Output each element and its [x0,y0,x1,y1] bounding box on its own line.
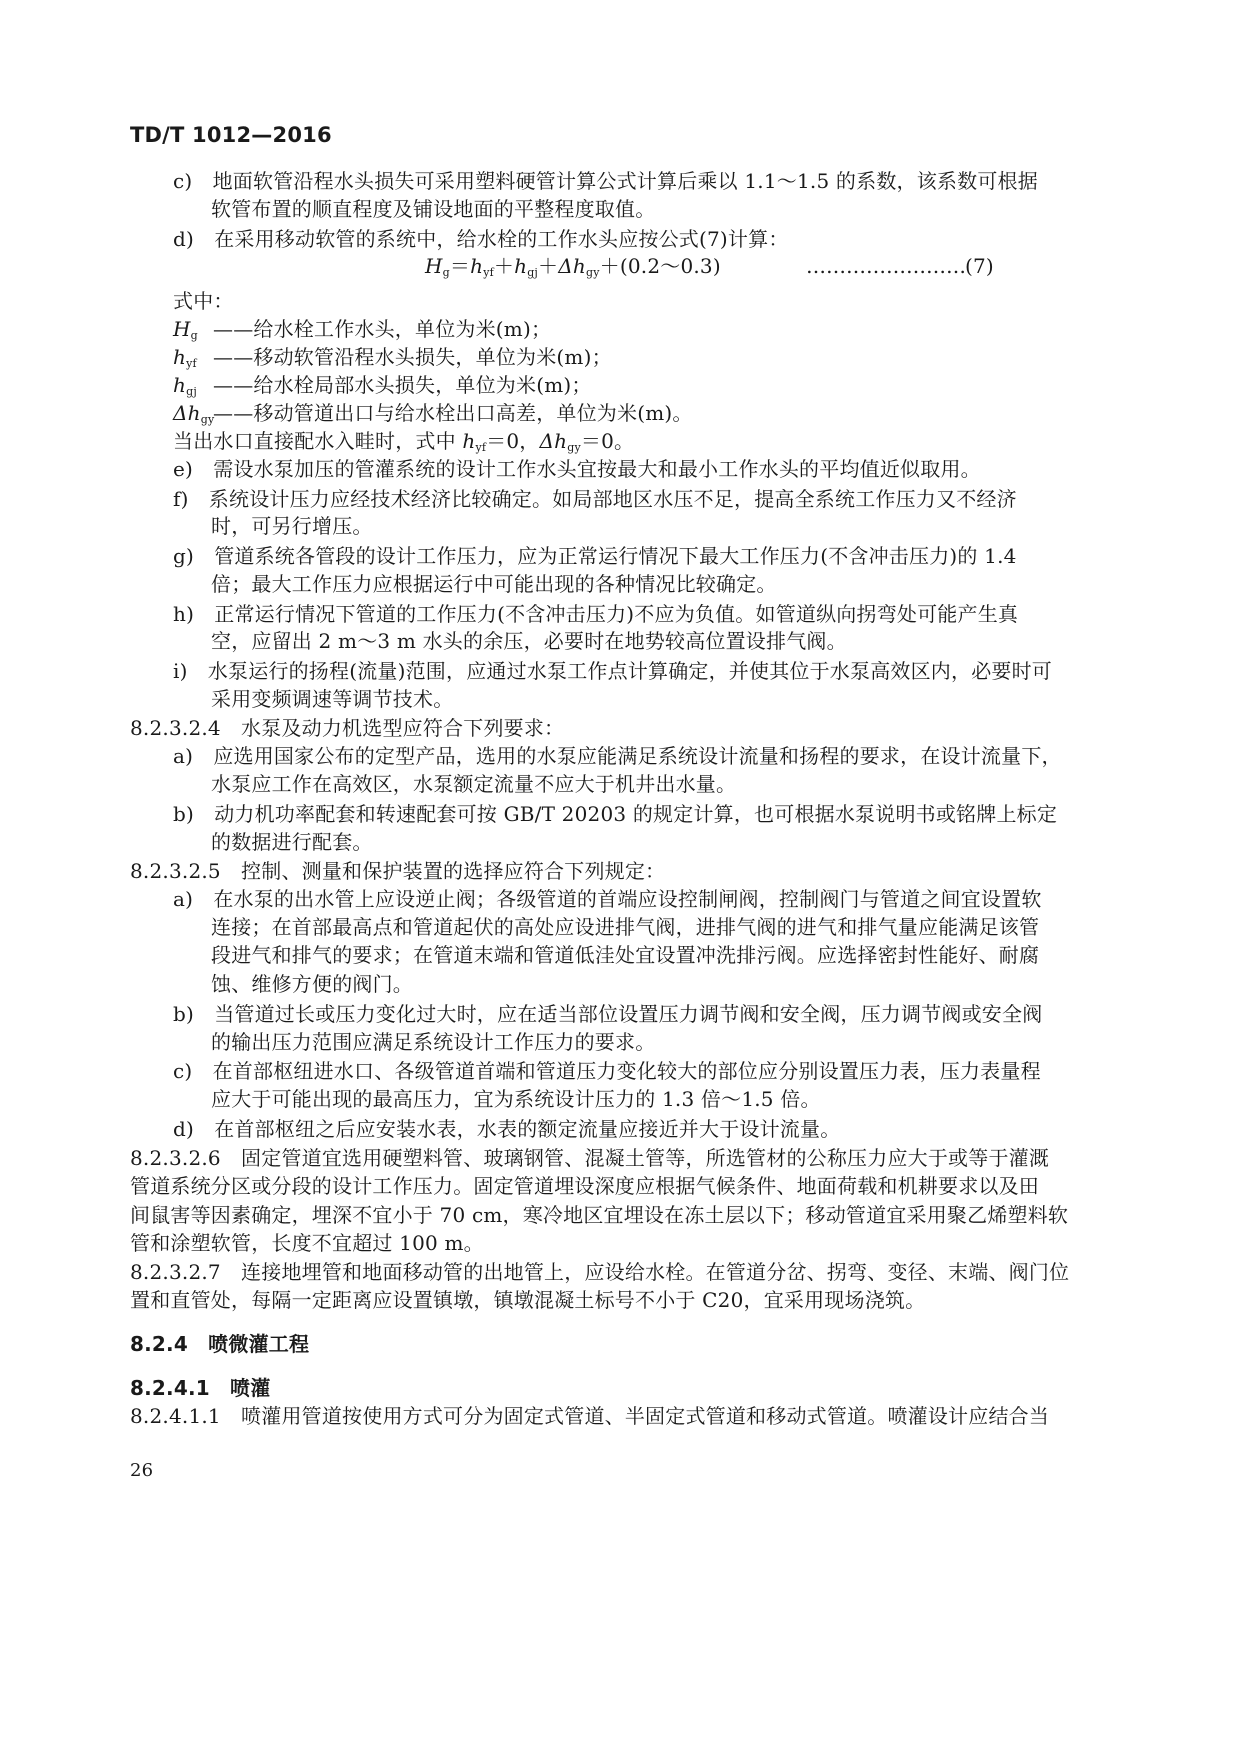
clause-5-item-c-line-1: c) 在首部枢纽进水口、各级管道首端和管道压力变化较大的部位应分别设置压力表，压力表量程 [173,1059,1041,1083]
clause-8-2-3-2-7-line-1: 8.2.3.2.7 连接地埋管和地面移动管的出地管上，应设给水栓。在管道分岔、拐弯、变径、末端、阀门位 [130,1260,1070,1284]
clause-5-item-a-line-2: 连接；在首部最高点和管道起伏的高处应设进排气阀，进排气阀的进气和排气量应能满足该管 [211,915,1040,939]
formula-number: (7) [965,254,994,278]
item-e: e) 需设水泵加压的管灌系统的设计工作水头宜按最大和最小工作水头的平均值近似取用。 [173,457,981,481]
item-f-line-1: f) 系统设计压力应经技术经济比较确定。如局部地区水压不足，提高全系统工作压力又不经济 [173,487,1017,511]
clause-8-2-3-2-6-line-4: 管和涂塑软管，长度不宜超过 100 m。 [130,1231,484,1255]
def-dhgy: $\Delta h_{gy}——$移动管道出口与给水栓出口高差，单位为米(m)。 [173,401,693,426]
clause-8-2-3-2-7-line-2: 置和直管处，每隔一定距离应设置镇墩，镇墩混凝土标号不小于 C20，宜采用现场浇筑。 [130,1288,926,1312]
section-heading-8-2-4: 8.2.4 喷微灌工程 [130,1332,310,1356]
clause-5-item-c-line-2: 应大于可能出现的最高压力，宜为系统设计压力的 1.3 倍～1.5 倍。 [211,1087,821,1111]
item-h-line-2: 空，应留出 2 m～3 m 水头的余压，必要时在地势较高位置设排气阀。 [211,629,847,653]
clause-5-item-a-line-1: a) 在水泵的出水管上应设逆止阀；各级管道的首端应设控制闸阀，控制阀门与管道之间宜设置软 [173,887,1042,911]
where-label: 式中： [173,289,234,313]
zero-clause: 当出水口直接配水入畦时，式中 $h_{yf}=0$，$\Delta h_{gy}=0$。 [173,429,635,454]
clause-5-item-d: d) 在首部枢纽之后应安装水表，水表的额定流量应接近并大于设计流量。 [173,1117,841,1141]
item-f-line-2: 时，可另行增压。 [211,514,373,538]
clause-4-item-b-line-1: b) 动力机功率配套和转速配套可按 GB/T 20203 的规定计算，也可根据水泵说明书或铭牌上标定 [173,802,1058,826]
item-d-line-1: d) 在采用移动软管的系统中，给水栓的工作水头应按公式(7)计算： [173,227,789,251]
formula-leader: …………………… [806,254,966,278]
def-hg: $H_g$ ——给水栓工作水头，单位为米(m)； [173,317,552,342]
document-header: TD/T 1012—2016 [130,123,332,147]
clause-4-item-a-line-1: a) 应选用国家公布的定型产品，选用的水泵应能满足系统设计流量和扬程的要求，在设计流量下， [173,744,1062,768]
formula-7: $H_g=h_{yf}+h_{gj}+\Delta h_{gy}+(0.2\sim 0.3)$ [425,254,721,279]
section-heading-8-2-4-1: 8.2.4.1 喷灌 [130,1376,271,1400]
item-g-line-1: g) 管道系统各管段的设计工作压力，应为正常运行情况下最大工作压力(不含冲击压力)的 1.4 [173,544,1017,568]
page-number: 26 [130,1460,154,1481]
item-c-line-2: 软管布置的顺直程度及铺设地面的平整程度取值。 [211,197,656,221]
item-h-line-1: h) 正常运行情况下管道的工作压力(不含冲击压力)不应为负值。如管道纵向拐弯处可能产生真 [173,602,1019,626]
clause-8-2-3-2-6-line-1: 8.2.3.2.6 固定管道宜选用硬塑料管、玻璃钢管、混凝土管等，所选管材的公称压力应大于或等于灌溉 [130,1146,1050,1170]
clause-5-item-b-line-2: 的输出压力范围应满足系统设计工作压力的要求。 [211,1030,656,1054]
item-i-line-1: i) 水泵运行的扬程(流量)范围，应通过水泵工作点计算确定，并使其位于水泵高效区内，必要时可 [173,659,1053,683]
clause-4-item-a-line-2: 水泵应工作在高效区，水泵额定流量不应大于机井出水量。 [211,772,737,796]
clause-4-item-b-line-2: 的数据进行配套。 [211,830,373,854]
clause-8-2-4-1-1: 8.2.4.1.1 喷灌用管道按使用方式可分为固定式管道、半固定式管道和移动式管道。喷灌设计应结合当 [130,1404,1050,1428]
formula-lhs: H [425,254,443,278]
clause-8-2-3-2-6-line-3: 间鼠害等因素确定，埋深不宜小于 70 cm，寒冷地区宜埋设在冻土层以下；移动管道宜采用聚乙烯塑料软 [130,1203,1069,1227]
item-i-line-2: 采用变频调速等调节技术。 [211,687,454,711]
def-hgj: $h_{gj}$ ——给水栓局部水头损失，单位为米(m)； [173,373,592,398]
def-hyf: $h_{yf}$ ——移动软管沿程水头损失，单位为米(m)； [173,345,612,370]
item-g-line-2: 倍；最大工作压力应根据运行中可能出现的各种情况比较确定。 [211,572,777,596]
clause-5-item-b-line-1: b) 当管道过长或压力变化过大时，应在适当部位设置压力调节阀和安全阀，压力调节阀或安全阀 [173,1002,1043,1026]
clause-8-2-3-2-5: 8.2.3.2.5 控制、测量和保护装置的选择应符合下列规定： [130,859,666,883]
clause-5-item-a-line-4: 蚀、维修方便的阀门。 [211,972,413,996]
clause-8-2-3-2-6-line-2: 管道系统分区或分段的设计工作压力。固定管道埋设深度应根据气候条件、地面荷载和机耕要求以及田 [130,1174,1039,1198]
item-c-line-1: c) 地面软管沿程水头损失可采用塑料硬管计算公式计算后乘以 1.1～1.5 的系数，该系数可根据 [173,169,1038,193]
clause-8-2-3-2-4: 8.2.3.2.4 水泵及动力机选型应符合下列要求： [130,716,565,740]
clause-5-item-a-line-3: 段进气和排气的要求；在管道末端和管道低洼处宜设置冲洗排污阀。应选择密封性能好、耐腐 [211,943,1040,967]
